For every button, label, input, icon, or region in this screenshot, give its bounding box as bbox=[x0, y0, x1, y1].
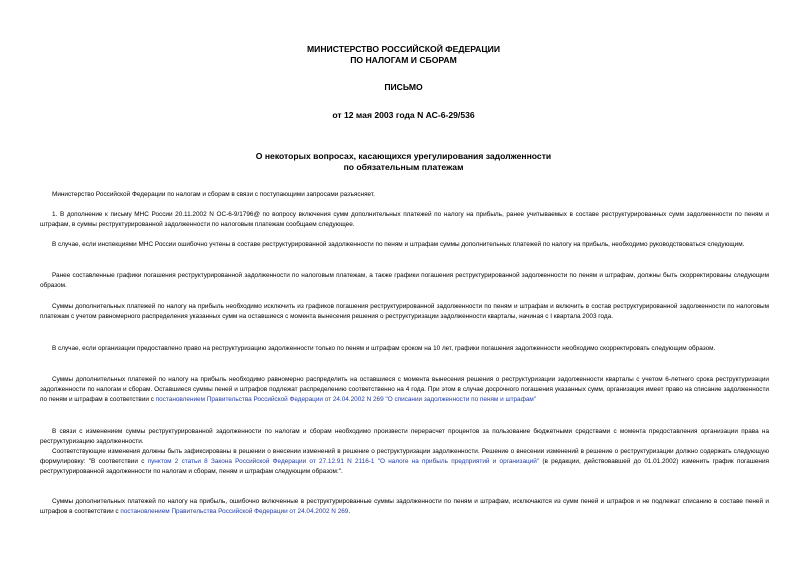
document-date-number: от 12 мая 2003 года N АС-6-29/536 bbox=[332, 110, 475, 120]
paragraph-text: В связи с изменением суммы реструктурированной задолженности по налогам и сборам необходимо произвести перерасчет процентов за пользование бюджетными средствами с момента предоставления организации права на реструктуризацию задолженности. bbox=[40, 428, 769, 446]
paragraph-text: 1. В дополнение к письму МНС России 20.11.2002 N ОС-6-9/1796@ по вопросу включения сумм дополнительных платежей по налогу на прибыль, ранее учитываемых в составе реструктурированных сумм задолженности по пеням и штрафам, в суммы реструктурированной задолженности по налоговым платежам сообщаем следующее. bbox=[40, 211, 769, 229]
link-resolution-269-2[interactable]: постановлением Правительства Российской Федерации от 24.04.2002 N 269 bbox=[120, 508, 349, 516]
paragraph-1 bbox=[40, 210, 769, 230]
paragraph-intro bbox=[40, 190, 769, 200]
paragraph-2 bbox=[40, 240, 769, 250]
document-title bbox=[0, 151, 807, 173]
paragraph-5 bbox=[40, 344, 769, 354]
paragraph-text: В случае, если организации предоставлено право на реструктуризацию задолженности только по пеням и штрафам сроком на 10 лет, графики погашения задолженности необходимо скорректировать следующим образом. bbox=[52, 345, 716, 352]
paragraph-text: В случае, если инспекциями МНС России ошибочно учтены в составе реструктурированной задолженности по пеням и штрафам суммы дополнительных платежей по налогу на прибыль, необходимо руководствоваться следующим. bbox=[52, 241, 745, 248]
ministry-name-line-1: МИНИСТЕРСТВО РОССИЙСКОЙ ФЕДЕРАЦИИ bbox=[306, 44, 501, 54]
document-title-line-1: О некоторых вопросах, касающихся урегулирования задолженности bbox=[255, 151, 552, 161]
link-resolution-269[interactable]: постановлением Правительства Российской Федерации от 24.04.2002 N 269 "О списании задолженности по пеням и штрафам" bbox=[155, 396, 537, 404]
paragraph-text: Суммы дополнительных платежей по налогу на прибыль необходимо равномерно распределить на оставшиеся с момента вынесения решения о реструктуризации задолженности кварталы с учетом 6-летнего срока реструктуризации задолженности по налогам и сборам. Оставшиеся суммы пеней и штрафов подлежат распределению соответственно на 4 года. При этом в случае досрочного погашения указанных сумм, организация имеет право на списание задолженности по пеням и штрафам в соответствии с bbox=[40, 376, 769, 404]
paragraph-7 bbox=[40, 427, 769, 447]
paragraph-text: . bbox=[348, 508, 351, 516]
document-type: ПИСЬМО bbox=[384, 82, 423, 92]
paragraph-text: Суммы дополнительных платежей по налогу на прибыль, ошибочно включенные в реструктурированные суммы задолженности по пеням и штрафам, исключаются из сумм пеней и штрафов и не подлежат списанию в составе пеней и штрафов в соответствии с bbox=[40, 498, 769, 516]
paragraph-8 bbox=[40, 447, 769, 478]
paragraph-text: Министерство Российской Федерации по налогам и сборам в связи с поступающими запросами разъясняет. bbox=[52, 191, 375, 198]
paragraph-3 bbox=[40, 271, 769, 291]
paragraph-9 bbox=[40, 497, 769, 517]
paragraph-text: Ранее составленные графики погашения реструктурированной задолженности по налоговым платежам, а также графики погашения реструктурированной задолженности по пеням и штрафам, должны быть скорректированы следующим образом. bbox=[40, 272, 769, 290]
document-title-line-2: по обязательным платежам bbox=[343, 162, 464, 172]
paragraph-text: Соответствующие изменения должны быть зафиксированы в решении о внесении изменений в решение о реструктуризации задолженности. Решение о внесении изменений в решение о реструктуризации должно содержать следующую формулировку: "В соответствии с bbox=[40, 448, 769, 466]
link-law-2116-1[interactable]: пунктом 2 статьи 8 Закона Российской Федерации от 27.12.91 N 2116-1 "О налоге на прибыль предприятий и организаций" bbox=[147, 458, 540, 466]
paragraph-text: Суммы дополнительных платежей по налогу на прибыль необходимо исключить из графиков погашения реструктурированной задолженности по пеням и штрафам и включить в состав реструктурированной задолженности по налоговым платежам с учетом равномерного распределения указанных сумм на оставшиеся с момента вынесения решения о реструктуризации задолженности кварталы, начиная с I квартала 2003 года. bbox=[40, 303, 769, 321]
paragraph-text: (в редакции, действовавшей до 01.01.2002) изменить график погашения реструктурированной задолженности по налогам и сборам, пеням и штрафам следующим образом:". bbox=[40, 458, 769, 476]
paragraph-4 bbox=[40, 302, 769, 322]
paragraph-6 bbox=[40, 375, 769, 406]
ministry-name bbox=[0, 44, 807, 66]
ministry-name-line-2: ПО НАЛОГАМ И СБОРАМ bbox=[350, 55, 457, 65]
